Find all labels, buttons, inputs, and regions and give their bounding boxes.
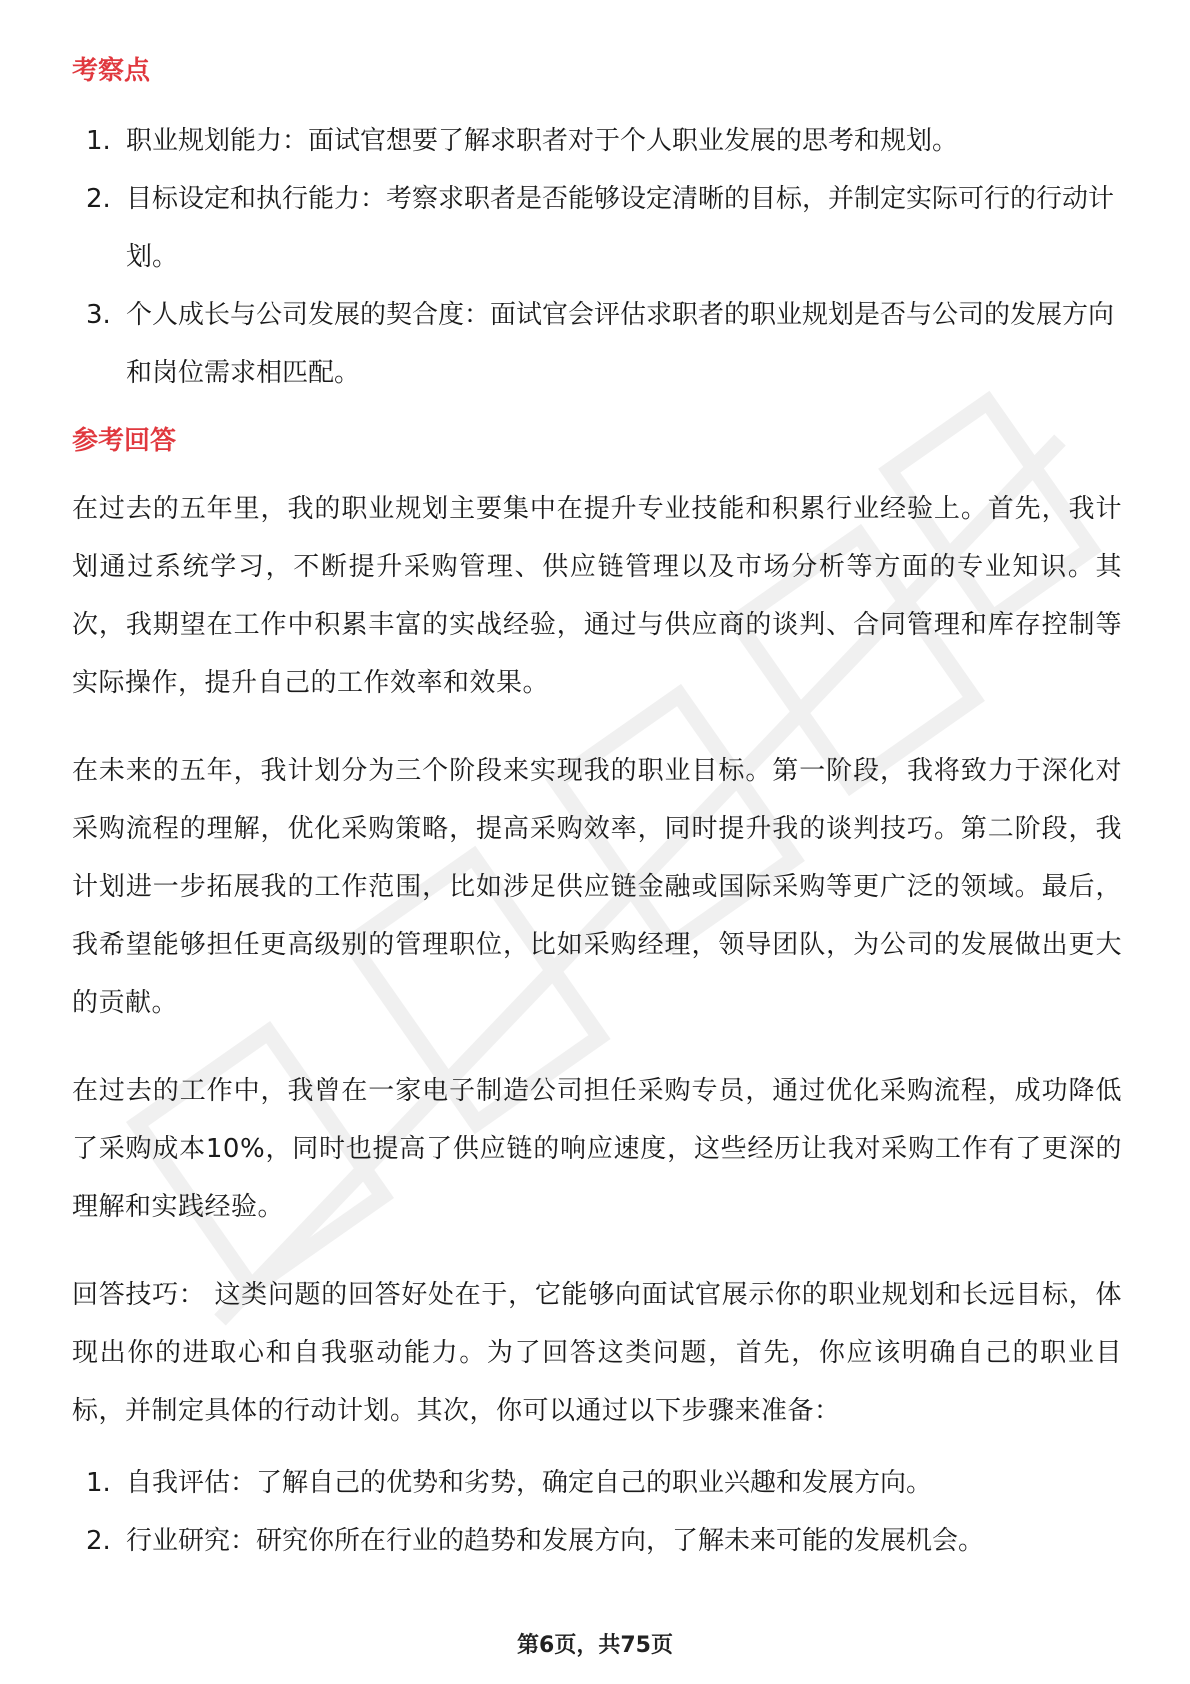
list-item-text: 目标设定和执行能力：考察求职者是否能够设定清晰的目标，并制定实际可行的行动计划。 bbox=[126, 184, 1115, 272]
section-title-answer: 参考回答 bbox=[72, 426, 177, 456]
paragraph: 回答技巧： 这类问题的回答好处在于，它能够向面试官展示你的职业规划和长远目标，体现出你的进取心和自我驱动能力。为了回答这类问题，首先，你应该明确自己的职业目标，并制定具体的行动计划。其次，你可以通过以下步骤来准备： bbox=[72, 1280, 1122, 1426]
paragraph: 在过去的工作中，我曾在一家电子制造公司担任采购专员，通过优化采购流程，成功降低了采购成本10%，同时也提高了供应链的响应速度，这些经历让我对采购工作有了更深的理解和实践经验。 bbox=[72, 1076, 1122, 1222]
list-number: 3. bbox=[86, 300, 111, 330]
paragraph: 在未来的五年，我计划分为三个阶段来实现我的职业目标。第一阶段，我将致力于深化对采购流程的理解，优化采购策略，提高采购效率，同时提升我的谈判技巧。第二阶段，我计划进一步拓展我的工作范围，比如涉足供应链金融或国际采购等更广泛的领域。最后，我希望能够担任更高级别的管理职位，比如采购经理，领导团队，为公司的发展做出更大的贡献。 bbox=[72, 756, 1122, 1018]
list-item bbox=[72, 170, 1122, 286]
page-footer: 第6页，共75页 bbox=[517, 1633, 673, 1658]
paragraph: 在过去的五年里，我的职业规划主要集中在提升专业技能和积累行业经验上。首先，我计划通过系统学习，不断提升采购管理、供应链管理以及市场分析等方面的专业知识。其次，我期望在工作中积累丰富的实战经验，通过与供应商的谈判、合同管理和库存控制等实际操作，提升自己的工作效率和效果。 bbox=[72, 494, 1122, 698]
list-item bbox=[72, 1512, 1122, 1570]
list-number: 2. bbox=[86, 1526, 111, 1556]
list-item-text: 个人成长与公司发展的契合度：面试官会评估求职者的职业规划是否与公司的发展方向和岗位需求相匹配。 bbox=[126, 300, 1115, 388]
list-item-text: 自我评估：了解自己的优势和劣势，确定自己的职业兴趣和发展方向。 bbox=[126, 1468, 933, 1498]
list-item-text: 职业规划能力：面试官想要了解求职者对于个人职业发展的思考和规划。 bbox=[126, 126, 959, 156]
focus-list bbox=[72, 112, 1122, 402]
list-number: 1. bbox=[86, 126, 111, 156]
list-item bbox=[72, 1454, 1122, 1512]
list-number: 2. bbox=[86, 184, 111, 214]
document-page bbox=[72, 44, 1122, 1582]
steps-list bbox=[72, 1454, 1122, 1570]
list-item bbox=[72, 112, 1122, 170]
section-title-focus: 考察点 bbox=[72, 56, 151, 86]
list-item-text: 行业研究：研究你所在行业的趋势和发展方向，了解未来可能的发展机会。 bbox=[126, 1526, 985, 1556]
list-item bbox=[72, 286, 1122, 402]
list-number: 1. bbox=[86, 1468, 111, 1498]
